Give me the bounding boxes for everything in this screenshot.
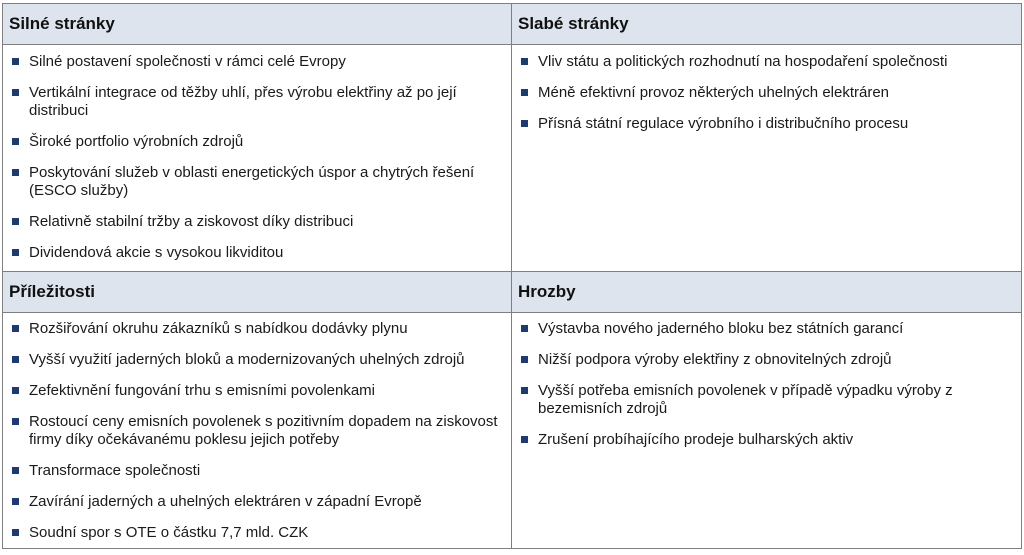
list-item: Zefektivnění fungování trhu s emisními povolenkami (3, 382, 511, 400)
weaknesses-cell (512, 53, 1021, 146)
threats-list (512, 320, 1021, 449)
list-item: Vyšší potřeba emisních povolenek v případě výpadku výroby z bezemisních zdrojů (512, 382, 1021, 418)
square-bullet-icon (12, 498, 19, 505)
list-item: Soudní spor s OTE o částku 7,7 mld. CZK (3, 524, 511, 542)
list-item: Výstavba nového jaderného bloku bez státních garancí (512, 320, 1021, 338)
list-item: Dividendová akcie s vysokou likviditou (3, 244, 511, 262)
list-item: Vliv státu a politických rozhodnutí na hospodaření společnosti (512, 53, 1021, 71)
list-item: Nižší podpora výroby elektřiny z obnovitelných zdrojů (512, 351, 1021, 369)
square-bullet-icon (521, 89, 528, 96)
list-item: Zavírání jaderných a uhelných elektráren v západní Evropě (3, 493, 511, 511)
square-bullet-icon (12, 387, 19, 394)
list-item: Transformace společnosti (3, 462, 511, 480)
weaknesses-header: Slabé stránky (512, 4, 1021, 44)
swot-table (2, 3, 1022, 549)
square-bullet-icon (12, 58, 19, 65)
square-bullet-icon (12, 218, 19, 225)
list-item: Vertikální integrace od těžby uhlí, přes výrobu elektřiny až po její distribuci (3, 84, 511, 120)
square-bullet-icon (12, 418, 19, 425)
square-bullet-icon (12, 249, 19, 256)
list-item: Zrušení probíhajícího prodeje bulharských aktiv (512, 431, 1021, 449)
opportunities-list (3, 320, 511, 542)
opportunities-header: Příležitosti (3, 272, 511, 312)
square-bullet-icon (12, 356, 19, 363)
list-item: Relativně stabilní tržby a ziskovost díky distribuci (3, 213, 511, 231)
threats-header: Hrozby (512, 272, 1021, 312)
square-bullet-icon (12, 169, 19, 176)
list-item: Méně efektivní provoz některých uhelných elektráren (512, 84, 1021, 102)
square-bullet-icon (12, 467, 19, 474)
list-item: Vyšší využití jaderných bloků a modernizovaných uhelných zdrojů (3, 351, 511, 369)
list-item: Široké portfolio výrobních zdrojů (3, 133, 511, 151)
square-bullet-icon (521, 58, 528, 65)
list-item: Poskytování služeb v oblasti energetických úspor a chytrých řešení (ESCO služby) (3, 164, 511, 200)
threats-cell (512, 320, 1021, 462)
row-divider (3, 44, 1021, 45)
list-item: Rozšiřování okruhu zákazníků s nabídkou dodávky plynu (3, 320, 511, 338)
list-item: Rostoucí ceny emisních povolenek s pozitivním dopadem na ziskovost firmy díky očekávanému poklesu jejich potřeby (3, 413, 511, 449)
list-item: Silné postavení společnosti v rámci celé Evropy (3, 53, 511, 71)
square-bullet-icon (521, 387, 528, 394)
list-item: Přísná státní regulace výrobního i distribučního procesu (512, 115, 1021, 133)
square-bullet-icon (12, 89, 19, 96)
strengths-header: Silné stránky (3, 4, 511, 44)
square-bullet-icon (521, 325, 528, 332)
square-bullet-icon (12, 529, 19, 536)
square-bullet-icon (521, 120, 528, 127)
square-bullet-icon (12, 325, 19, 332)
row-divider (3, 312, 1021, 313)
opportunities-cell (3, 320, 511, 555)
square-bullet-icon (521, 356, 528, 363)
strengths-cell (3, 53, 511, 275)
weaknesses-list (512, 53, 1021, 133)
strengths-list (3, 53, 511, 262)
square-bullet-icon (521, 436, 528, 443)
square-bullet-icon (12, 138, 19, 145)
